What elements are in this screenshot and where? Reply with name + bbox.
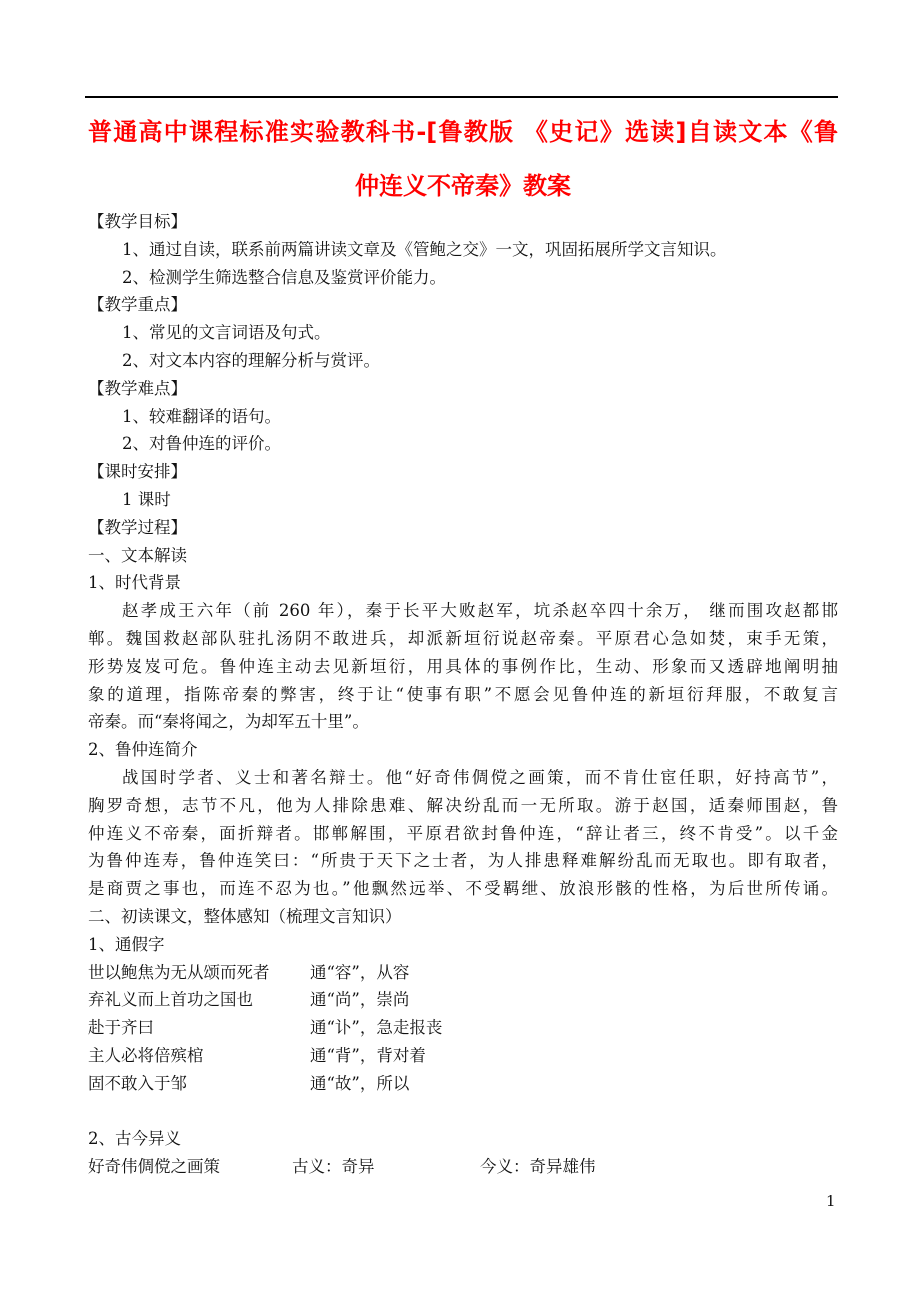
tongjia-sentence: 世以鲍焦为无从颂而死者 [88, 962, 270, 982]
tongjia-sentence: 主人必将倍殡棺 [88, 1045, 204, 1065]
text-line: 一、文本解读 [88, 545, 187, 565]
tongjia-row [88, 1042, 838, 1070]
tongjia-note: 通“背”，背对着 [310, 1045, 426, 1065]
blank-line [88, 1098, 838, 1126]
text-line: 战国时学者、义士和著名辩士。他“好奇伟倜傥之画策，而不肯仕宦任职，好持高节”， [122, 767, 838, 787]
text-line: 1、通过自读，联系前两篇讲读文章及《管鲍之交》一文，巩固拓展所学文言知识。 [122, 239, 727, 259]
text-line: 2、鲁仲连简介 [88, 740, 198, 760]
text-line: 2、对文本内容的理解分析与赏评。 [122, 350, 380, 370]
header-rule [85, 96, 838, 98]
tongjia-note: 通“容”，从容 [310, 962, 410, 982]
text-line: 二、初读课文，整体感知（梳理文言知识） [88, 906, 402, 926]
tongjia-sentence: 弃礼义而上首功之国也 [88, 990, 253, 1010]
text-line: 胸罗奇想，志节不凡，他为人排除患难、解决纷乱而一无所取。游于赵国，适秦师围赵，鲁 [88, 795, 838, 815]
text-line: 2、对鲁仲连的评价。 [122, 434, 281, 454]
gujin-ancient: 古义：奇异 [292, 1157, 375, 1177]
tongjia-row [88, 986, 838, 1014]
page-number: 1 [826, 1192, 836, 1210]
tongjia-row [88, 1014, 838, 1042]
text-line: 【教学重点】 [88, 295, 187, 315]
text-line: 1、通假字 [88, 934, 165, 954]
tongjia-note: 通“尚”，崇尚 [310, 990, 410, 1010]
text-line: 【教学难点】 [88, 378, 187, 398]
text-line: 【课时安排】 [88, 462, 187, 482]
gujin-row [88, 1153, 838, 1181]
text-line: 象的道理，指陈帝秦的弊害，终于让“使事有职”不愿会见鲁仲连的新垣衍拜服，不敢复言 [88, 684, 838, 704]
text-line: 是商贾之事也，而连不忍为也。”他飘然远举、不受羁绁、放浪形骸的性格，为后世所传诵。 [88, 879, 838, 899]
document-title-line-1: 普通高中课程标准实验教科书-[鲁教版 《史记》选读]自读文本《鲁 [88, 118, 838, 146]
text-line: 【教学目标】 [88, 212, 187, 231]
document-title-line-2: 仲连义不帝秦》教案 [355, 172, 571, 200]
tongjia-sentence: 赴于齐曰 [88, 1018, 154, 1038]
text-line: 1、常见的文言词语及句式。 [122, 323, 331, 343]
text-line: 赵孝成王六年（前 260 年），秦于长平大败赵军，坑杀赵卒四十余万， 继而围攻赵都邯 [122, 601, 838, 621]
text-line: 2、检测学生筛选整合信息及鉴赏评价能力。 [122, 267, 446, 287]
text-line: 郸。魏国救赵部队驻扎汤阴不敢进兵，却派新垣衍说赵帝秦。平原君心急如焚，束手无策， [88, 628, 838, 648]
text-line: 1、较难翻译的语句。 [122, 406, 281, 426]
gujin-sentence: 好奇伟倜傥之画策 [88, 1157, 220, 1177]
tongjia-row [88, 1070, 838, 1098]
tongjia-sentence: 固不敢入于邹 [88, 1073, 187, 1093]
text-line: 仲连义不帝秦，面折辩者。邯郸解围，平原君欲封鲁仲连，“辞让者三，终不肯受”。以千金 [88, 823, 838, 843]
gujin-modern: 今义：奇异雄伟 [480, 1157, 596, 1177]
section-heading: 2、古今异义 [88, 1129, 181, 1149]
tongjia-row [88, 959, 838, 987]
tongjia-note: 通“讣”，急走报丧 [310, 1018, 443, 1038]
text-line: 形势岌岌可危。鲁仲连主动去见新垣衍，用具体的事例作比，生动、形象而又透辟地阐明抽 [88, 656, 838, 676]
text-line: 帝秦。而“秦将闻之，为却军五十里”。 [88, 712, 369, 732]
text-line: 【教学过程】 [88, 517, 187, 537]
tongjia-note: 通“故”，所以 [310, 1073, 410, 1093]
text-line: 1、时代背景 [88, 573, 181, 593]
document-body [88, 208, 838, 1181]
text-line: 为鲁仲连寿，鲁仲连笑曰：“所贵于天下之士者，为人排患释难解纷乱而无取也。即有取者， [88, 851, 838, 871]
text-line: 1 课时 [122, 489, 171, 509]
